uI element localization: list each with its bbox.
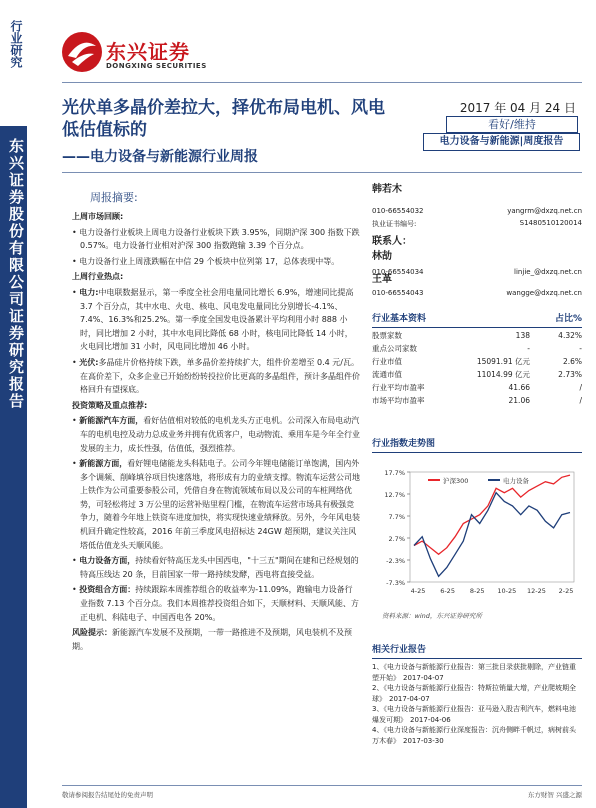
table-cell: 市场平均市盈率: [372, 396, 425, 405]
related-reports-list: [372, 662, 582, 746]
table-row: [372, 355, 582, 368]
table-cell: -: [527, 344, 530, 353]
table-cell: 41.66: [508, 383, 530, 392]
related-report-date: 2017-03-30: [403, 736, 444, 745]
table-row: [372, 394, 582, 407]
report-subtitle: ——电力设备与新能源行业周报: [62, 149, 258, 165]
analyst-tel: 010-66554043: [372, 289, 424, 297]
footer-divider: [62, 785, 582, 786]
list-item: • 电力设备行业上周涨跌幅在中信 29 个板块中位列第 17，总体表现中等。: [72, 256, 340, 266]
analyst-tel: 010-66554032: [372, 207, 424, 215]
cert-label: 执业证书编号:: [372, 220, 417, 228]
related-reports-title: 相关行业报告: [372, 642, 582, 659]
table-row: [372, 381, 582, 394]
index-chart: [372, 458, 582, 608]
list-item: • 电力设备方面，持续看好特高压龙头中国西电，"十三五"期间在建和已经规划的特高压线达 20 条，目前国家一带一路持续发酵，西电将直接受益。: [72, 556, 359, 579]
table-cell: 21.06: [508, 396, 530, 405]
related-report-title: 3、《电力设备与新能源行业报告：亚马逊入股吉利汽车，燃料电池爆发可期》: [372, 705, 576, 724]
company-logo-cn: 东兴证券: [106, 40, 190, 64]
analyst-block-1: [372, 180, 582, 229]
related-report-date: 2017-04-07: [403, 673, 444, 682]
risk-note: 风险提示：新能源汽车发展不及预期，一带一路推进不及预期，风电装机不及预期。: [72, 628, 352, 651]
sidebar-company-label: 东兴证券股份有限公司证券研究报告: [7, 138, 25, 410]
y-tick-label: 17.7%: [384, 469, 405, 477]
y-tick-label: 7.7%: [388, 513, 405, 521]
related-report-title: 4、《电力设备与新能源行业深度报告：沉舟侧畔千帆过，病树前头万木春》: [372, 726, 576, 745]
summary-heading: 周报摘要:: [90, 191, 138, 204]
table-cell: 流通市值: [372, 370, 402, 379]
series-line-0: [414, 475, 570, 554]
report-title: 光伏单多晶价差拉大，择优布局电机、风电低估值标的: [62, 98, 385, 140]
contact-role: 联系人：: [372, 236, 412, 247]
chart-source: 资料来源：wind，东兴证券研究所: [382, 612, 482, 620]
x-tick-label: 4-25: [410, 587, 426, 595]
table-row: [372, 342, 582, 355]
related-report-title: 2、《电力设备与新能源行业报告：特斯拉销量大增，产业爬坡期全球》: [372, 684, 576, 703]
analyst-tel: 010-66554034: [372, 268, 424, 276]
company-logo-en: DONGXING SECURITIES: [106, 62, 207, 70]
table-cell: 2.73%: [558, 370, 582, 379]
title-divider: [62, 172, 582, 173]
y-tick-label: 12.7%: [384, 491, 405, 499]
x-tick-label: 10-25: [497, 587, 517, 595]
header-divider: [62, 82, 582, 83]
analyst-email[interactable]: linjie_@dxzq.net.cn: [514, 268, 582, 276]
analyst-name: 林劼: [372, 251, 392, 262]
y-tick-label: 2.7%: [388, 535, 405, 543]
table-row: [372, 329, 582, 342]
table-cell: /: [579, 396, 582, 405]
list-item: • 电力设备行业板块上周电力设备行业板块下跌 3.95%，同期沪深 300 指数下跌 0.57%。电力设备行业相对沪深 300 指数跑输 3.39 个百分点。: [72, 227, 360, 251]
list-item[interactable]: [372, 662, 582, 683]
analyst-name: 王革: [372, 274, 392, 285]
legend-label-1: 电力设备: [503, 477, 529, 485]
basic-table-header: [372, 311, 582, 328]
x-tick-label: 2-25: [558, 587, 574, 595]
section-strategy: 投资策略及重点推荐:: [72, 400, 148, 410]
list-item[interactable]: [372, 725, 582, 746]
chart-title: 行业指数走势图: [372, 436, 582, 453]
summary-body: [72, 210, 360, 655]
rating-badge: 看好/维持: [446, 116, 578, 133]
analyst-block-3: [372, 270, 582, 297]
plot-frame: [410, 472, 574, 582]
related-report-title: 1、《电力设备与新能源行业报告：第三批目录获批剔除，产业链重塑开始》: [372, 663, 576, 682]
analyst-email[interactable]: yangrm@dxzq.net.cn: [507, 207, 582, 215]
sidebar-category-label: 行业研究: [9, 20, 23, 68]
list-item: • 光伏:多晶硅片价格持续下跌，单多晶价差持续扩大，组件价差增至 0.4 元/瓦。在高价差下，众多企业已开始纷纷转投拉价比更高的多晶组件，预计多晶组件价格回升有望探底。: [72, 357, 360, 395]
x-tick-label: 6-25: [440, 587, 455, 595]
table-cell: 行业平均市盈率: [372, 383, 425, 392]
table-cell: 行业市值: [372, 357, 402, 366]
legend-label-0: 沪深300: [443, 477, 469, 485]
table-cell: -: [579, 344, 582, 353]
report-type-badge: 电力设备与新能源|周度报告: [423, 133, 580, 151]
section-industry-hotspots: 上周行业热点:: [72, 272, 124, 282]
company-logo-icon: [62, 32, 102, 72]
y-tick-label: -7.3%: [386, 579, 405, 587]
analyst-email[interactable]: wangge@dxzq.net.cn: [506, 289, 582, 297]
table-cell: 15091.91 亿元: [476, 357, 530, 366]
x-tick-label: 12-25: [526, 587, 546, 595]
list-item[interactable]: [372, 704, 582, 725]
list-item: • 电力:中电联数据显示，第一季度全社会用电量同比增长 6.9%，增速同比提高 3.7 个百分点，其中水电、火电、核电、风电发电量同比分别增长-4.1%、7.4%、16.3%和25.2%。第一季度全国发电设备累计平均利用小时 888 小时，同比增加 2 小时，其中水电同比降低 68 小时，核电同比降低 14 小时，火电同比增加 31 小时，风电同比增加 46 小时。: [72, 287, 354, 352]
table-cell: 11014.99 亿元: [476, 370, 530, 379]
section-market-review: 上周市场回顾:: [72, 212, 124, 221]
basic-table-title: 行业基本资料: [372, 314, 427, 324]
list-item: • 新能源汽车方面，看好估值相对较低的电机龙头方正电机。公司深入布局电动汽车的电机电控及动力总成业务并拥有优质客户，电动物流、乘用车是今年全行业发展的主力，成长性强，估值低，强烈推荐。: [72, 416, 360, 453]
related-report-date: 2017-04-07: [389, 694, 430, 703]
table-cell: /: [579, 383, 582, 392]
y-tick-label: -2.3%: [386, 557, 405, 565]
table-cell: 138: [515, 331, 530, 340]
related-report-date: 2017-04-06: [410, 715, 451, 724]
disclaimer-note: 敬请参阅报告结尾处的免责声明: [62, 791, 153, 799]
list-item: • 投资组合方面：持续跟踪本周推荐组合的收益率为-11.09%，跑输电力设备行业指数 7.13 个百分点。我们本周推荐投资组合如下，天顺材料、天顺风能、方正电机、科陆电子、中国西电各 20%。: [72, 585, 359, 622]
report-date: 2017 年 04 月 24 日: [459, 101, 576, 115]
footer-slogan: 东方财智 兴盛之源: [527, 791, 582, 799]
basic-table: [372, 329, 582, 407]
table-cell: 重点公司家数: [372, 344, 417, 353]
table-cell: 2.6%: [562, 357, 582, 366]
list-item: • 新能源方面，看好锂电储能龙头科陆电子。公司今年锂电储能订单饱满，国内外多个调频、削峰填谷项目快速落地，将形成有力的业绩支撑。物流车运营公司地上铁作为公司重要参股公司，凭借自身在物流领域布局以及公司的车桩网络优势，可轻松将过 3 万公里的运营补贴里程门槛，在物流车运营市场具有极强竞争力，随着今年地上铁资车进度加快，将实现快速业绩释放。另外，今年风电装机回升确定性较高，2016 年前三季度风电招标达 24GW 超预期，建议关注风塔低估值龙头天顺风能。: [72, 459, 360, 550]
table-row: [372, 368, 582, 381]
table-cell: 股票家数: [372, 331, 402, 340]
analyst-name: 韩若木: [372, 184, 402, 195]
basic-table-col3: 占比%: [554, 314, 582, 324]
cert-number: S1480510120014: [519, 219, 582, 227]
x-tick-label: 8-25: [469, 587, 485, 595]
list-item[interactable]: [372, 683, 582, 704]
series-line-1: [414, 493, 570, 577]
table-cell: 4.32%: [558, 331, 582, 340]
index-chart-svg: [372, 458, 582, 608]
